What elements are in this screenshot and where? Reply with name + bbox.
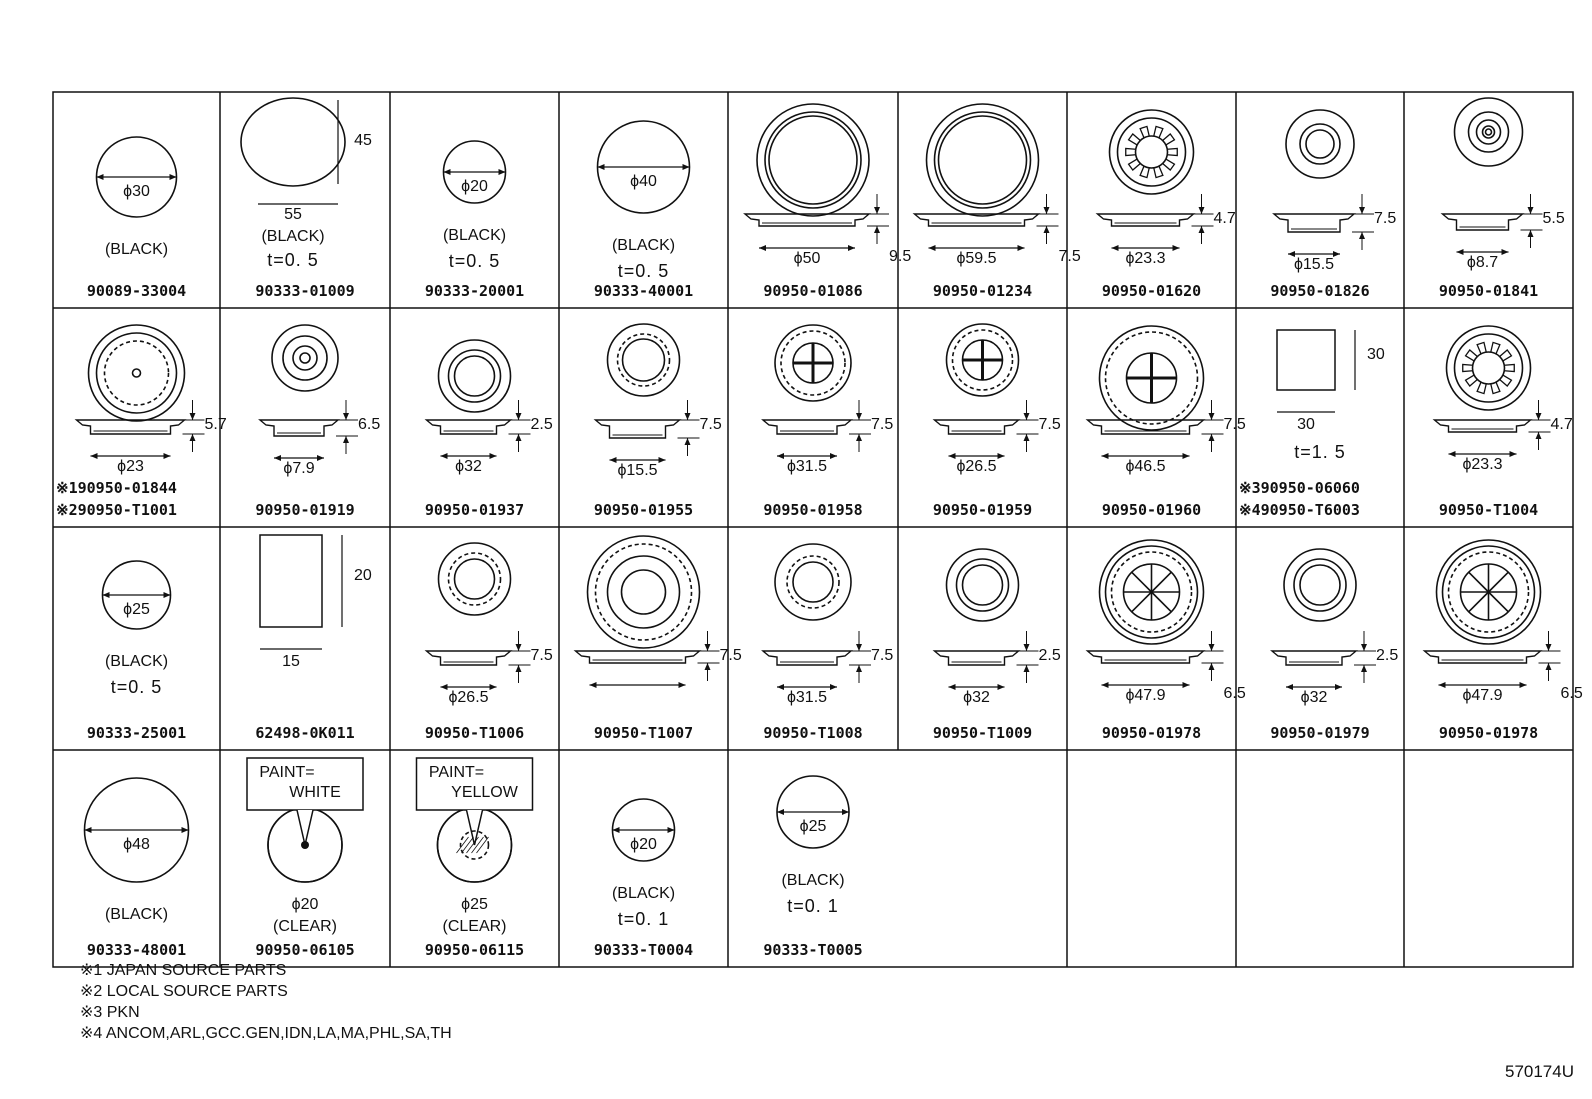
part-number: 90950-T1008 xyxy=(763,724,863,742)
height-dim: 2.5 xyxy=(1376,647,1399,664)
color-label: (BLACK) xyxy=(261,228,325,245)
part-number: 90333-T0004 xyxy=(593,941,694,959)
diameter-label: ϕ20 xyxy=(291,896,319,913)
diameter-label: ϕ25 xyxy=(123,601,150,618)
part-drawing xyxy=(390,527,559,750)
part-drawing xyxy=(1404,527,1573,750)
part-drawing xyxy=(728,92,898,308)
diameter-label: ϕ20 xyxy=(461,178,488,195)
part-cell xyxy=(390,308,559,527)
diameter-label: ϕ23.3 xyxy=(1125,250,1166,267)
part-cell xyxy=(728,750,898,967)
part-drawing xyxy=(1067,527,1236,750)
part-cell xyxy=(1236,92,1404,308)
diameter-label: ϕ26.5 xyxy=(448,689,489,706)
part-drawing xyxy=(1236,527,1404,750)
height-dim: 7.5 xyxy=(871,416,894,433)
part-number: 90333-40001 xyxy=(593,282,694,300)
diameter-label: ϕ25 xyxy=(799,818,827,835)
part-cell xyxy=(390,527,559,750)
thickness-label: t=0. 5 xyxy=(448,251,501,271)
part-cell xyxy=(559,92,728,308)
height-dim: 5.7 xyxy=(204,416,227,433)
height-dim: 20 xyxy=(354,567,372,584)
diameter-label: ϕ15.5 xyxy=(617,462,658,479)
part-cell xyxy=(1067,527,1246,750)
part-number: 90333-01009 xyxy=(255,282,355,300)
width-dim: 30 xyxy=(1297,416,1315,433)
paint-label: PAINT= xyxy=(428,764,485,781)
part-cell xyxy=(559,750,728,967)
height-dim: 7.5 xyxy=(530,647,553,664)
paint-label: PAINT= xyxy=(259,764,315,781)
diameter-label: ϕ32 xyxy=(1300,689,1328,706)
part-drawing xyxy=(728,527,898,750)
paint-color: WHITE xyxy=(289,784,341,801)
part-drawing xyxy=(728,750,898,967)
diagram-code: 570174U xyxy=(1504,1062,1574,1081)
diameter-label: ϕ8.7 xyxy=(1466,254,1499,271)
part-number: ※490950-T6003 xyxy=(1239,501,1360,519)
diameter-label: ϕ23.3 xyxy=(1462,456,1503,473)
part-number: 90333-T0005 xyxy=(763,941,863,959)
diameter-label: ϕ26.5 xyxy=(956,458,997,475)
footnote: ※3 PKN xyxy=(80,1004,140,1021)
color-label: (CLEAR) xyxy=(272,918,338,935)
diameter-label: ϕ50 xyxy=(793,250,821,267)
part-drawing xyxy=(559,527,728,750)
part-cell xyxy=(559,308,728,527)
part-number: 90950-01955 xyxy=(593,501,694,519)
part-drawing xyxy=(1404,92,1573,308)
part-number: 90950-01620 xyxy=(1101,282,1202,300)
color-label: (BLACK) xyxy=(611,885,676,902)
diameter-label: ϕ59.5 xyxy=(956,250,997,267)
part-number: ※290950-T1001 xyxy=(56,501,177,519)
diameter-label: ϕ23 xyxy=(117,458,144,475)
part-cell xyxy=(898,308,1067,527)
thickness-label: t=0. 5 xyxy=(267,250,319,270)
diameter-label: ϕ46.5 xyxy=(1125,458,1166,475)
height-dim: 6.5 xyxy=(1223,685,1246,702)
part-cell xyxy=(1404,308,1573,527)
height-dim: 6.5 xyxy=(1560,685,1583,702)
height-dim: 7.5 xyxy=(699,416,722,433)
diameter-label: ϕ20 xyxy=(630,836,657,853)
color-label: (CLEAR) xyxy=(442,918,507,935)
part-number: ※190950-01844 xyxy=(56,479,177,497)
part-drawing xyxy=(220,92,390,308)
part-number: 90950-01919 xyxy=(255,501,355,519)
part-cell xyxy=(390,92,559,308)
part-number: 90089-33004 xyxy=(86,282,187,300)
diameter-label: ϕ32 xyxy=(963,689,990,706)
part-drawing xyxy=(559,750,728,967)
diameter-label: ϕ31.5 xyxy=(786,689,828,706)
diameter-label: ϕ47.9 xyxy=(1125,687,1166,704)
part-number: ※390950-06060 xyxy=(1239,479,1360,497)
part-drawing xyxy=(390,92,559,308)
color-label: (BLACK) xyxy=(442,227,507,244)
height-dim: 4.7 xyxy=(1213,210,1236,227)
part-drawing xyxy=(220,527,390,750)
part-cell xyxy=(390,750,559,967)
footnote: ※4 ANCOM,ARL,GCC.GEN,IDN,LA,MA,PHL,SA,TH xyxy=(80,1025,452,1042)
part-number: 90333-25001 xyxy=(86,724,187,742)
part-number: 90950-01937 xyxy=(424,501,525,519)
part-number: 90950-01826 xyxy=(1270,282,1370,300)
paint-color: YELLOW xyxy=(451,784,518,801)
part-cell xyxy=(1067,308,1246,527)
part-drawing xyxy=(898,92,1067,308)
height-dim: 4.7 xyxy=(1550,416,1573,433)
part-number: 90950-01978 xyxy=(1438,724,1539,742)
part-cell xyxy=(1404,92,1573,308)
part-cell xyxy=(53,308,227,527)
height-dim: 9.5 xyxy=(889,248,912,265)
part-cell xyxy=(1067,92,1236,308)
part-number: 90950-01086 xyxy=(763,282,863,300)
color-label: (BLACK) xyxy=(611,237,676,254)
part-number: 90950-01960 xyxy=(1101,501,1202,519)
thickness-label: t=0. 5 xyxy=(110,677,163,697)
part-number: 90950-T1007 xyxy=(593,724,694,742)
part-number: 90950-T1009 xyxy=(932,724,1033,742)
part-cell xyxy=(220,308,390,527)
part-cell xyxy=(53,527,220,750)
height-dim: 45 xyxy=(354,132,372,149)
footnote: ※1 JAPAN SOURCE PARTS xyxy=(80,962,287,979)
part-drawing xyxy=(1404,308,1573,527)
color-label: (BLACK) xyxy=(104,653,169,670)
part-number: 90950-01841 xyxy=(1438,282,1539,300)
part-drawing xyxy=(898,527,1067,750)
part-drawing xyxy=(53,527,220,750)
part-cell xyxy=(53,750,220,967)
height-dim: 5.5 xyxy=(1542,210,1565,227)
part-cell xyxy=(53,92,220,308)
part-cell xyxy=(898,527,1067,750)
height-dim: 7.5 xyxy=(871,647,894,664)
part-number: 90333-48001 xyxy=(86,941,187,959)
part-drawing xyxy=(53,750,220,967)
part-cell xyxy=(1236,308,1404,527)
height-dim: 7.5 xyxy=(1038,416,1061,433)
thickness-label: t=1. 5 xyxy=(1294,442,1346,462)
diameter-label: ϕ40 xyxy=(630,173,657,190)
height-dim: 6.5 xyxy=(358,416,381,433)
height-dim: 2.5 xyxy=(530,416,553,433)
height-dim: 7.5 xyxy=(719,647,742,664)
part-cell xyxy=(1404,527,1583,750)
part-number: 90333-20001 xyxy=(424,282,525,300)
part-drawing xyxy=(1067,92,1236,308)
height-dim: 7.5 xyxy=(1223,416,1246,433)
part-cell xyxy=(898,92,1081,308)
part-drawing xyxy=(1236,92,1404,308)
footnote: ※2 LOCAL SOURCE PARTS xyxy=(80,983,288,1000)
diameter-label: ϕ31.5 xyxy=(786,458,828,475)
part-cell xyxy=(220,527,390,750)
width-dim: 15 xyxy=(282,653,300,670)
part-number: 90950-01958 xyxy=(763,501,863,519)
thickness-label: t=0. 1 xyxy=(617,909,670,929)
color-label: (BLACK) xyxy=(104,906,169,923)
part-cell xyxy=(728,308,898,527)
height-dim: 2.5 xyxy=(1038,647,1061,664)
diameter-label: ϕ48 xyxy=(123,836,150,853)
part-number: 90950-01234 xyxy=(932,282,1033,300)
diameter-label: ϕ30 xyxy=(123,183,150,200)
height-dim: 7.5 xyxy=(1058,248,1081,265)
diameter-label: ϕ47.9 xyxy=(1462,687,1503,704)
part-number: 90950-01979 xyxy=(1270,724,1370,742)
diameter-label: ϕ32 xyxy=(455,458,482,475)
part-number: 90950-06115 xyxy=(424,941,525,959)
part-number: 62498-0K011 xyxy=(255,724,355,742)
part-number: 90950-T1004 xyxy=(1438,501,1539,519)
part-cell xyxy=(220,92,390,308)
color-label: (BLACK) xyxy=(104,241,169,258)
width-dim: 55 xyxy=(284,206,302,223)
color-label: (BLACK) xyxy=(781,872,845,889)
diameter-label: ϕ7.9 xyxy=(283,460,315,477)
height-dim: 7.5 xyxy=(1374,210,1397,227)
part-cell xyxy=(1236,527,1404,750)
thickness-label: t=0. 5 xyxy=(617,261,670,281)
part-number: 90950-01978 xyxy=(1101,724,1202,742)
part-cell xyxy=(220,750,390,967)
height-dim: 30 xyxy=(1367,346,1385,363)
diameter-label: ϕ25 xyxy=(461,896,488,913)
part-cell xyxy=(728,92,912,308)
thickness-label: t=0. 1 xyxy=(787,896,839,916)
part-cell xyxy=(728,527,898,750)
part-number: 90950-T1006 xyxy=(424,724,525,742)
part-cell xyxy=(559,527,742,750)
footnotes xyxy=(80,960,452,1044)
part-drawing xyxy=(1067,308,1236,527)
part-number: 90950-06105 xyxy=(255,941,355,959)
diameter-label: ϕ15.5 xyxy=(1293,256,1335,273)
part-number: 90950-01959 xyxy=(932,501,1033,519)
